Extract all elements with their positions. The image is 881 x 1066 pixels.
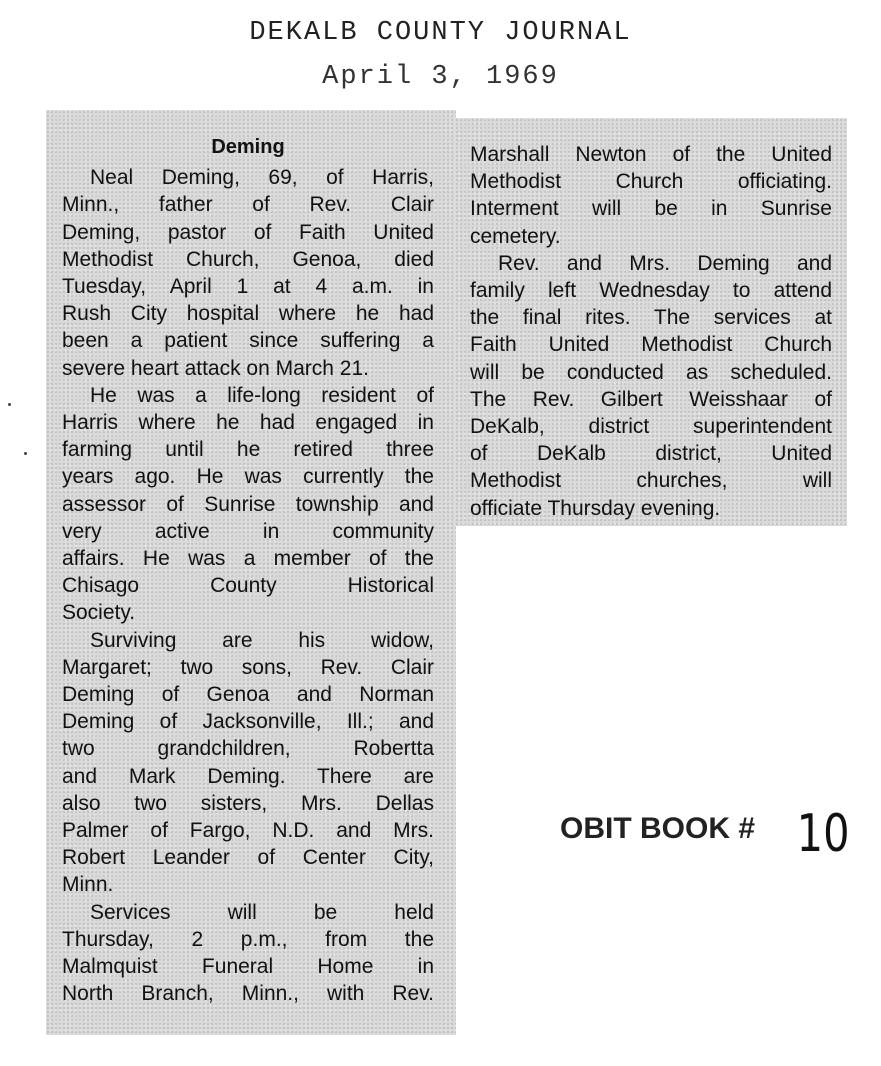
text-line: Rush City hospital where he had [62,302,434,326]
text-line: family left Wednesday to attend [470,279,832,303]
right-column-text [470,141,832,522]
text-line: been a patient since suffering a [62,329,434,353]
text-line: North Branch, Minn., with Rev. [62,982,434,1006]
handwritten-book-number: 10 [796,804,850,864]
text-line: farming until he retired three [62,438,434,462]
text-line: Methodist Church, Genoa, died [62,247,434,271]
text-line: Deming, pastor of Faith United [62,220,434,244]
text-line: assessor of Sunrise township and [62,492,434,516]
newspaper-name: DEKALB COUNTY JOURNAL [249,18,632,48]
text-line: Chisago County Historical [62,574,434,598]
obituary-right-column [470,141,832,522]
text-line: Minn. [62,873,114,897]
text-line: Marshall Newton of the United [470,143,832,166]
text-line: He was a life-long resident of [90,383,434,407]
text-line: Deming of Genoa and Norman [62,683,434,707]
text-line: Palmer of Fargo, N.D. and Mrs. [62,819,434,843]
text-line: officiate Thursday evening. [470,496,721,520]
text-line: Minn., father of Rev. Clair [62,193,434,217]
scan-speck [8,403,11,406]
text-line: years ago. He was currently the [62,465,434,489]
text-line: Tuesday, April 1 at 4 a.m. in [62,275,434,299]
text-line: Methodist churches, will [470,469,832,493]
text-line: the final rites. The services at [470,306,832,330]
text-line: cemetery. [470,224,561,248]
text-line: Neal Deming, 69, of Harris, [90,166,434,190]
text-line: Methodist Church officiating. [470,170,832,194]
text-line: two grandchildren, Robertta [62,737,434,761]
text-line: Robert Leander of Center City, [62,846,434,870]
text-line: Society. [62,601,136,625]
text-line: very active in community [62,519,434,543]
text-line: Harris where he had engaged in [62,411,434,435]
text-line: Interment will be in Sunrise [470,197,832,221]
text-line: severe heart attack on March 21. [62,356,369,380]
publication-date: April 3, 1969 [322,62,559,92]
text-line: will be conducted as scheduled. [470,360,832,384]
obituary-left-column [62,134,434,1008]
text-line: The Rev. Gilbert Weisshaar of [470,387,832,411]
obit-book-stamp: OBIT BOOK # [560,812,756,845]
text-line: Services will be held [90,900,434,924]
text-line: Rev. and Mrs. Deming and [498,251,832,275]
text-line: Malmquist Funeral Home in [62,955,434,979]
left-column-text [62,164,434,1007]
text-line: of DeKalb district, United [470,442,832,466]
text-line: Surviving are his widow, [90,628,434,652]
text-line: Thursday, 2 p.m., from the [62,927,434,951]
text-line: also two sisters, Mrs. Dellas [62,791,434,815]
text-line: Deming of Jacksonville, Ill.; and [62,710,434,734]
text-line: Faith United Methodist Church [470,333,832,357]
text-line: affairs. He was a member of the [62,547,434,571]
text-line: DeKalb, district superintendent [470,415,832,439]
obituary-heading: Deming [211,136,285,158]
scan-speck [24,452,27,455]
text-line: and Mark Deming. There are [62,764,434,788]
text-line: Margaret; two sons, Rev. Clair [62,655,434,679]
